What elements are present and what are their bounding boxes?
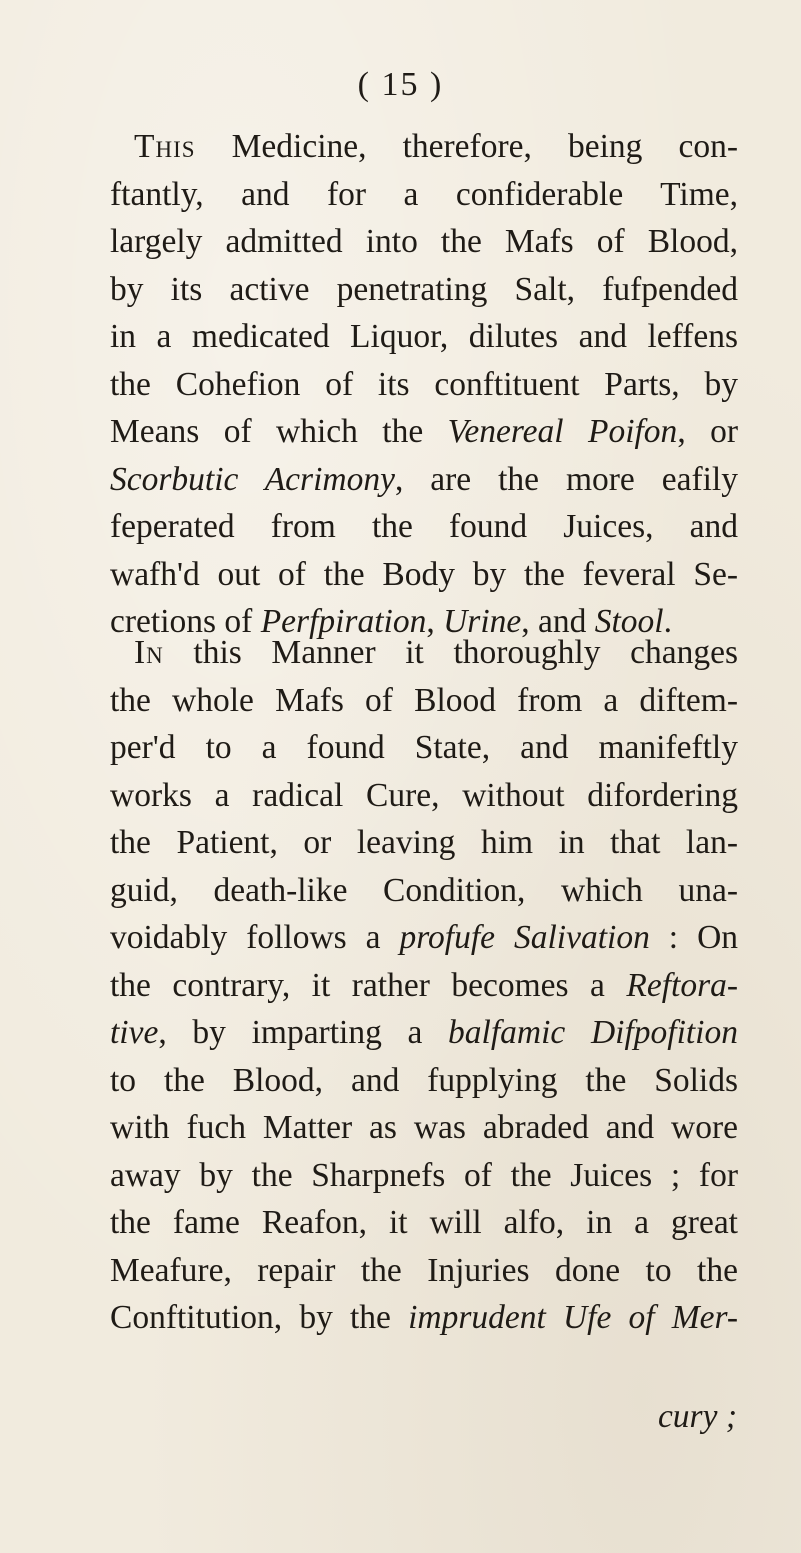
italic-phrase: Venereal Poifon xyxy=(447,413,678,450)
text-line: the Patient, or leaving him in that lan- xyxy=(110,824,738,861)
text-line: cretions of Perfpiration, Urine, and Stool. xyxy=(110,603,672,640)
text-line: Meafure, repair the Injuries done to the xyxy=(110,1251,738,1289)
text-line: Conftitution, by the imprudent Ufe of Mer- xyxy=(110,1299,739,1336)
text-line: guid, death-like Condition, which una- xyxy=(110,871,738,909)
catchword: cury ; xyxy=(657,1398,737,1435)
text-line: the Cohefion of its conftituent Parts, by xyxy=(110,365,738,403)
page-number: ( 15 ) xyxy=(357,66,444,103)
text-line: per'd to a found State, and manifeftly xyxy=(110,729,738,766)
text-line: tive, by imparting a balfamic Difpofition xyxy=(110,1014,738,1051)
text-line: wafh'd out of the Body by the feveral Se- xyxy=(110,555,738,593)
text-line: with fuch Matter as was abraded and wore xyxy=(110,1109,738,1146)
italic-phrase: Stool xyxy=(594,603,664,640)
text-line: the contrary, it rather becomes a Reftora- xyxy=(110,966,739,1004)
text-line: by its active penetrating Salt, fufpended xyxy=(110,270,738,308)
italic-phrase: profufe Salivation xyxy=(399,919,650,956)
italic-phrase: Reftora- xyxy=(626,966,739,1004)
text-line: ftantly, and for a confiderable Time, xyxy=(110,175,738,213)
italic-phrase: Scorbutic Acrimony xyxy=(110,460,395,498)
paragraph-1 xyxy=(110,123,738,646)
text-line: works a radical Cure, without difordering xyxy=(110,776,738,814)
italic-phrase: balfamic Difpofition xyxy=(448,1014,738,1051)
text-line: This Medicine, therefore, being con- xyxy=(134,128,738,165)
text-line: feperated from the found Juices, and xyxy=(110,508,738,545)
text-line: away by the Sharpnefs of the Juices ; for xyxy=(110,1156,738,1194)
text-line: voidably follows a profufe Salivation : On xyxy=(110,919,739,956)
text-line: the fame Reafon, it will alfo, in a great xyxy=(110,1204,738,1241)
paragraph-2 xyxy=(110,629,738,1342)
text-line: Means of which the Venereal Poifon, or xyxy=(110,413,738,450)
drop-word: This xyxy=(134,128,196,165)
drop-word: In xyxy=(134,634,164,671)
text-line: In this Manner it thoroughly changes xyxy=(134,634,738,671)
italic-phrase: tive xyxy=(110,1014,159,1051)
italic-phrase: Perfpiration xyxy=(260,603,427,640)
italic-phrase: imprudent Ufe of Mer- xyxy=(408,1299,739,1336)
text-line: Scorbutic Acrimony, are the more eafily xyxy=(110,460,738,498)
text-line: largely admitted into the Mafs of Blood, xyxy=(110,223,738,260)
text-line: the whole Mafs of Blood from a diftem- xyxy=(110,681,738,719)
italic-phrase: Urine xyxy=(443,603,522,640)
text-line: to the Blood, and fupplying the Solids xyxy=(110,1061,738,1099)
text-line: in a medicated Liquor, dilutes and leffens xyxy=(110,318,738,355)
